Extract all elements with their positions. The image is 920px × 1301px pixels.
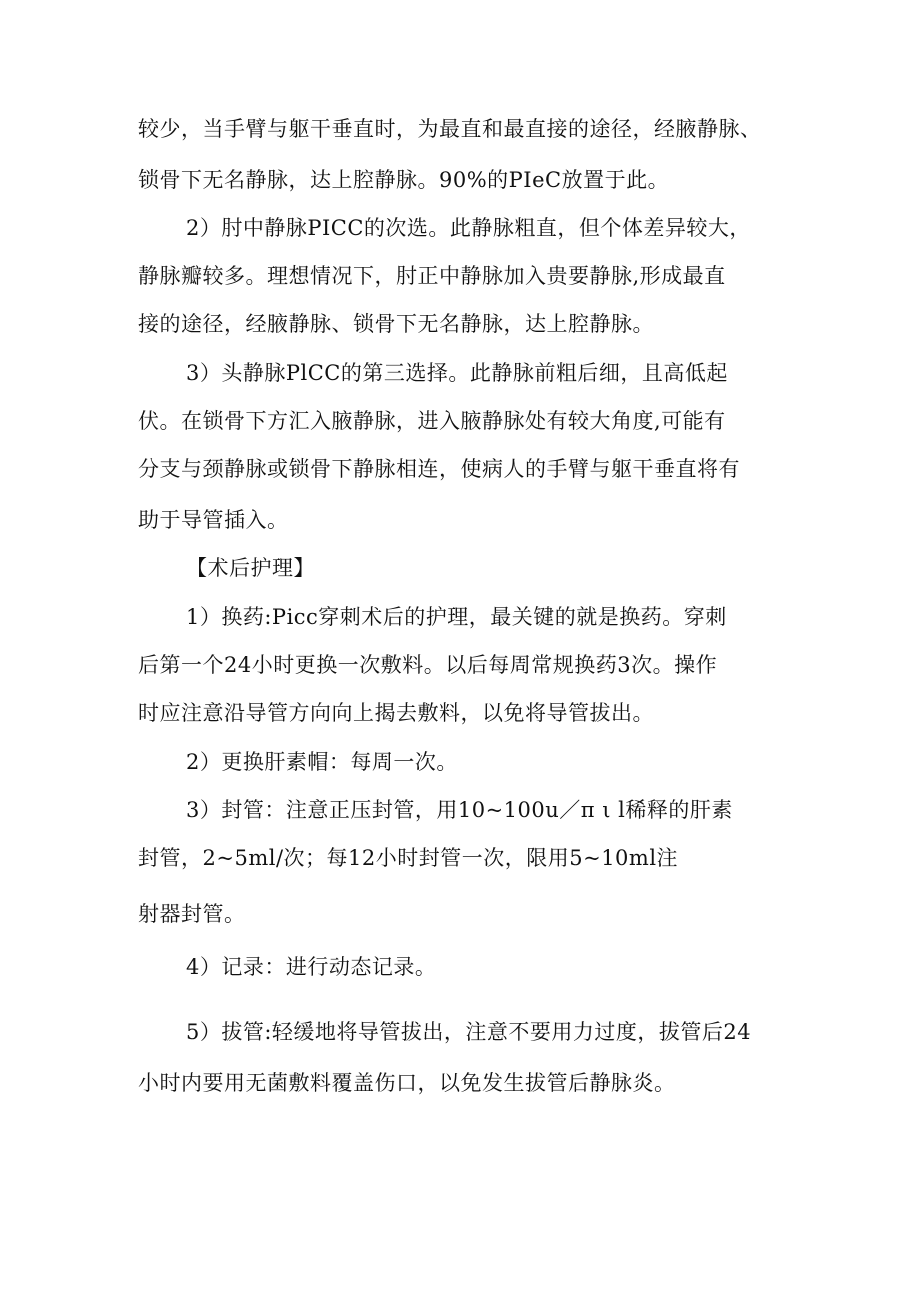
paragraph-line: 助于导管插入。 bbox=[138, 508, 289, 532]
paragraph-line: 封管，2~5ml/次；每12小时封管一次，限用5~10ml注 bbox=[138, 846, 679, 870]
paragraph-line: 2）肘中静脉PICC的次选。此静脉粗直，但个体差异较大， bbox=[186, 216, 751, 240]
paragraph-line: 4）记录：进行动态记录。 bbox=[186, 955, 437, 979]
paragraph-line: 时应注意沿导管方向向上揭去敷料，以免将导管拔出。 bbox=[138, 701, 654, 725]
paragraph-line: 3）封管：注意正压封管，用10~100u／π ι l稀释的肝素 bbox=[186, 798, 733, 822]
paragraph-line: 小时内要用无菌敷料覆盖伤口，以免发生拔管后静脉炎。 bbox=[138, 1071, 676, 1095]
paragraph-line: 锁骨下无名静脉，达上腔静脉。90%的PIeC放置于此。 bbox=[138, 168, 670, 192]
paragraph-line: 分支与颈静脉或锁骨下静脉相连，使病人的手臂与躯干垂直将有 bbox=[138, 457, 740, 481]
section-heading: 【术后护理】 bbox=[186, 556, 315, 580]
paragraph-line: 较少，当手臂与躯干垂直时，为最直和最直接的途径，经腋静脉、 bbox=[138, 117, 762, 141]
paragraph-line: 射器封管。 bbox=[138, 902, 246, 926]
paragraph-line: 静脉瓣较多。理想情况下，肘正中静脉加入贵要静脉,形成最直 bbox=[138, 264, 726, 288]
paragraph-line: 5）拔管:轻缓地将导管拔出，注意不要用力过度，拔管后24 bbox=[186, 1020, 752, 1044]
paragraph-line: 伏。在锁骨下方汇入腋静脉，进入腋静脉处有较大角度,可能有 bbox=[138, 409, 726, 433]
paragraph-line: 接的途径，经腋静脉、锁骨下无名静脉，达上腔静脉。 bbox=[138, 312, 654, 336]
paragraph-line: 后第一个24小时更换一次敷料。以后每周常规换药3次。操作 bbox=[138, 653, 718, 677]
paragraph-line: 3）头静脉PlCC的第三选择。此静脉前粗后细，且高低起 bbox=[186, 361, 728, 385]
paragraph-line: 1）换药:Picc穿刺术后的护理，最关键的就是换药。穿刺 bbox=[186, 605, 727, 629]
paragraph-line: 2）更换肝素帽：每周一次。 bbox=[186, 750, 458, 774]
